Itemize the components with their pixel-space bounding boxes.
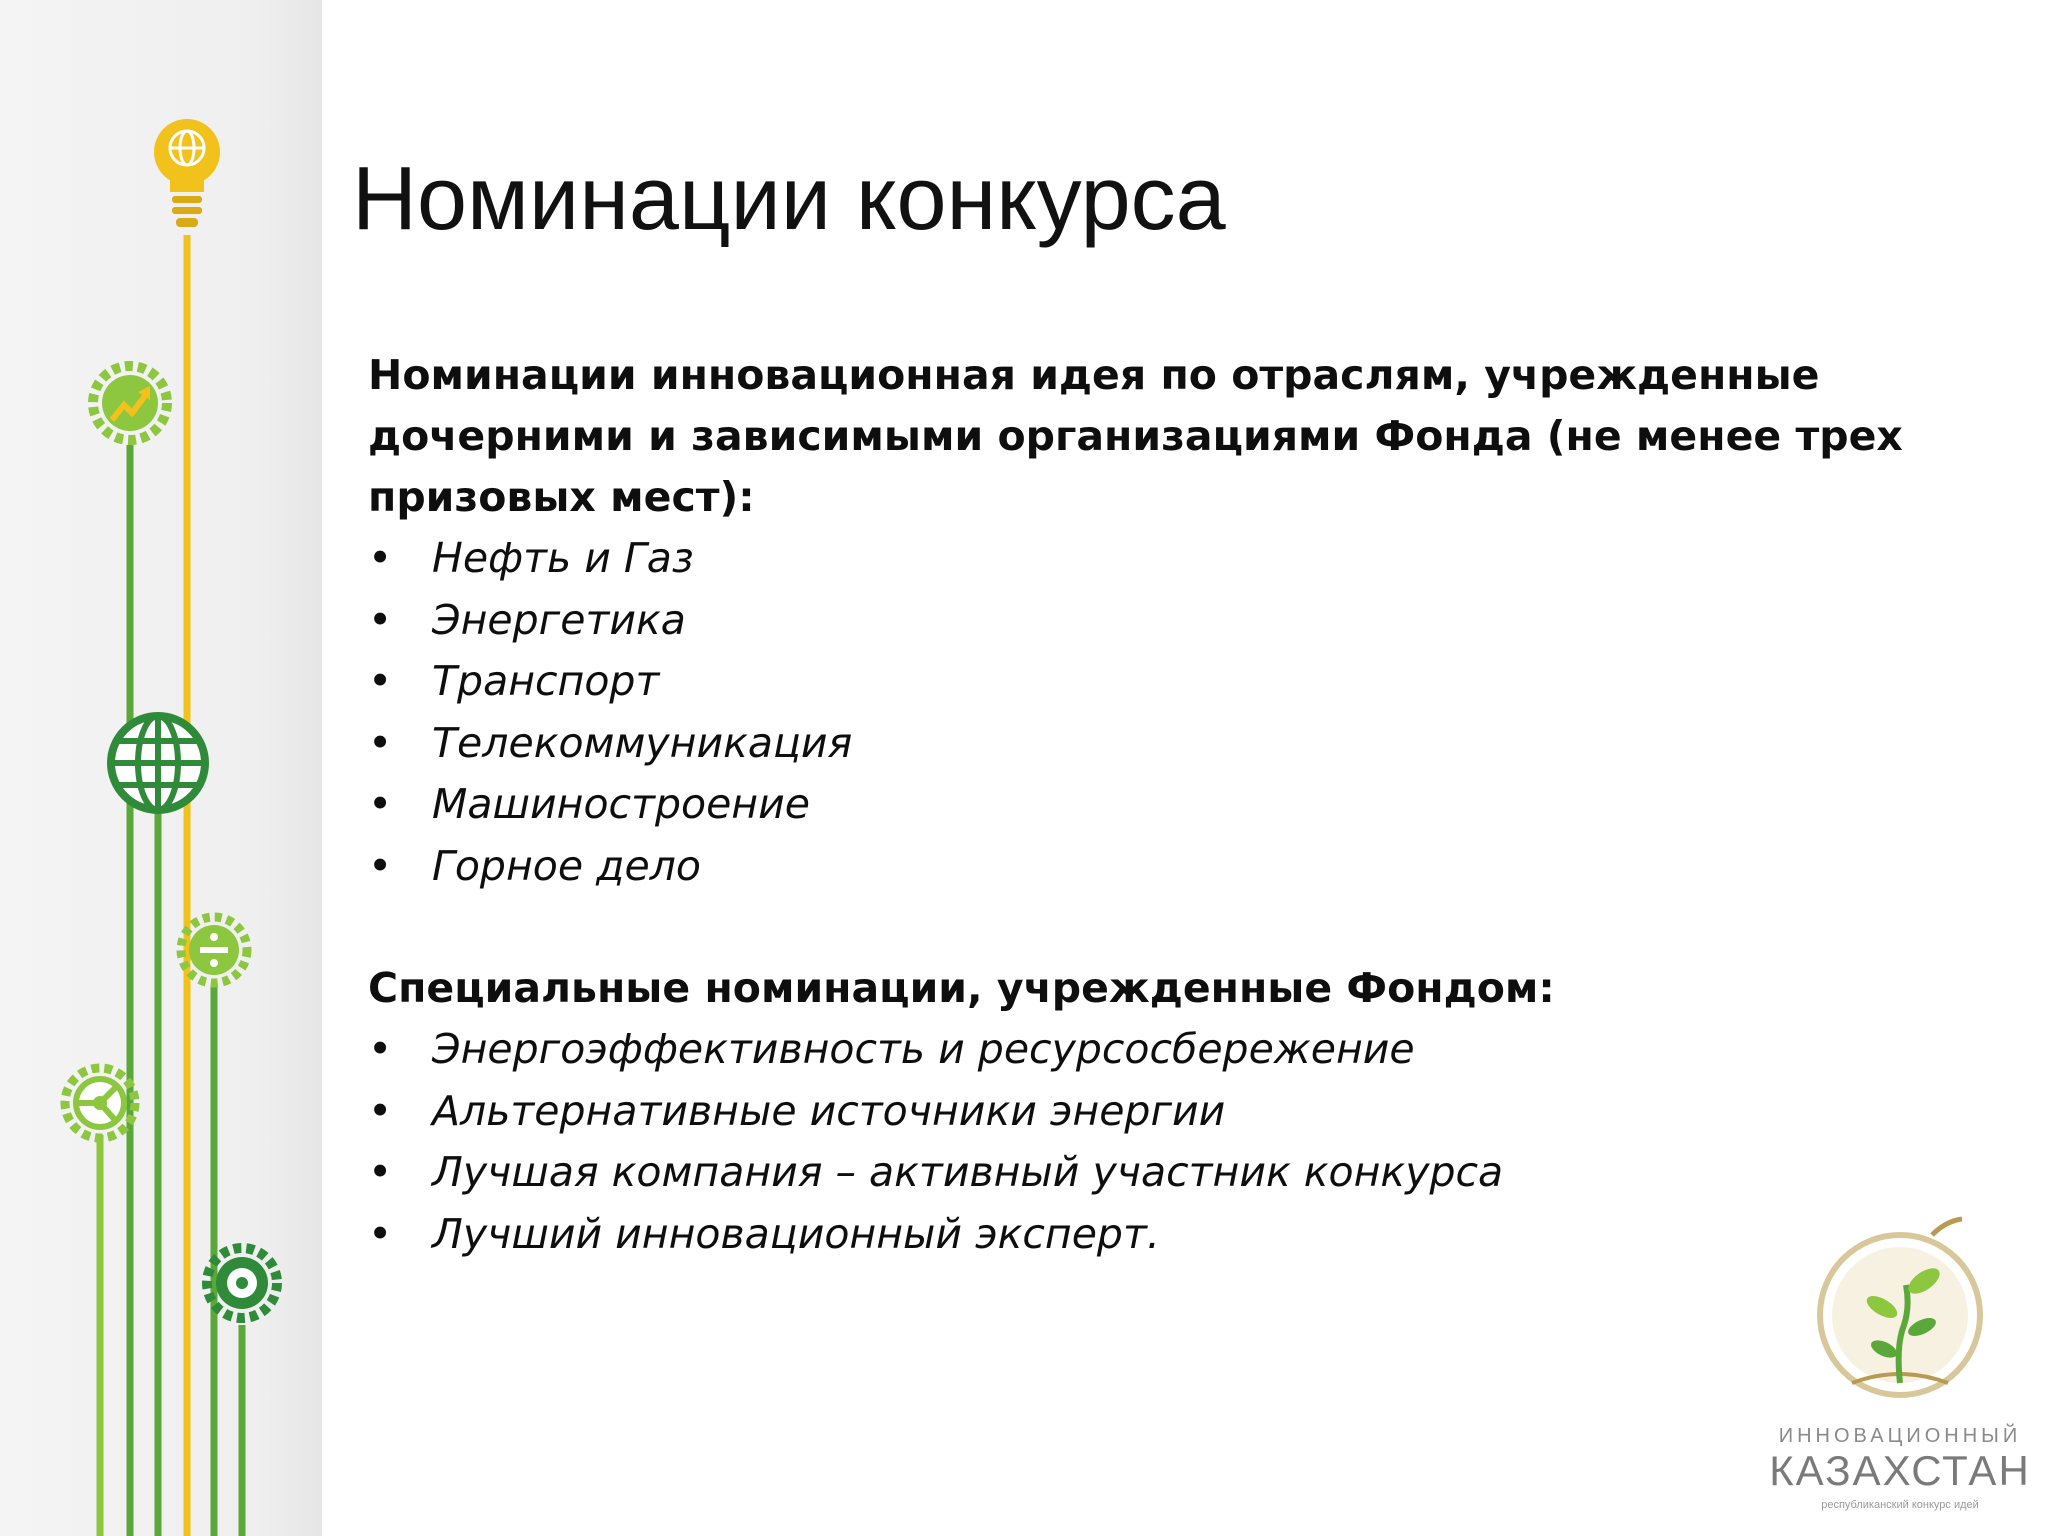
logo-text-line3: республиканский конкурс идей [1821,1499,1979,1511]
slide-title: Номинации конкурса [352,149,1226,249]
wheel-gear-icon [65,1068,135,1138]
list-item: • Лучший инновационный эксперт. [368,1204,1928,1266]
bullet-icon: • [368,657,393,705]
slide-content [368,345,1928,1265]
bullet-icon: • [368,1086,393,1135]
logo-text-line1: ИННОВАЦИОННЫЙ [1778,1425,2022,1447]
bullet-icon: • [368,534,393,582]
list-item: • Энергетика [368,590,1928,652]
section1-heading-line: призовых мест): [368,473,755,521]
bullet-icon: • [368,718,393,767]
section1-heading-line: Номинации инновационная идея по отраслям, учрежденные [368,351,1820,399]
special-nominations-list [368,1019,1928,1265]
growth-lines-illustration [0,0,322,1536]
list-item: • Лучшая компания – активный участник конкурса [368,1142,1928,1204]
bullet-icon: • [368,1025,393,1073]
bullet-icon: • [368,841,393,890]
bullet-icon: • [368,1209,393,1258]
list-item: • Альтернативные источники энергии [368,1081,1928,1143]
lightbulb-icon [154,119,220,227]
section1-heading [368,345,1928,528]
bullet-icon: • [368,595,393,644]
list-item: • Горное дело [368,836,1928,898]
logo-text-line2: КАЗАХСТАН [1769,1447,2031,1494]
section-spacer [368,897,1928,958]
globe-icon [111,716,205,810]
list-item: • Телекоммуникация [368,713,1928,775]
innovative-kazakhstan-logo [1760,1215,2040,1515]
growth-gear-icon [93,366,167,440]
sprout-logo-icon [1812,1215,1988,1420]
section1-heading-line: дочерними и зависимыми организациями Фонда (не менее трех [368,412,1903,460]
decorative-side-panel [0,0,322,1536]
industry-nominations-list [368,528,1928,897]
list-item: • Машиностроение [368,774,1928,836]
bullet-icon: • [368,780,393,828]
bullet-icon: • [368,1148,393,1196]
gear-icon [207,1248,277,1318]
section2-heading: Специальные номинации, учрежденные Фондом: [368,964,1555,1012]
divide-gear-icon [181,917,247,983]
list-item: • Транспорт [368,651,1928,713]
list-item: • Нефть и Газ [368,528,1928,590]
list-item: • Энергоэффективность и ресурсосбережение [368,1019,1928,1081]
